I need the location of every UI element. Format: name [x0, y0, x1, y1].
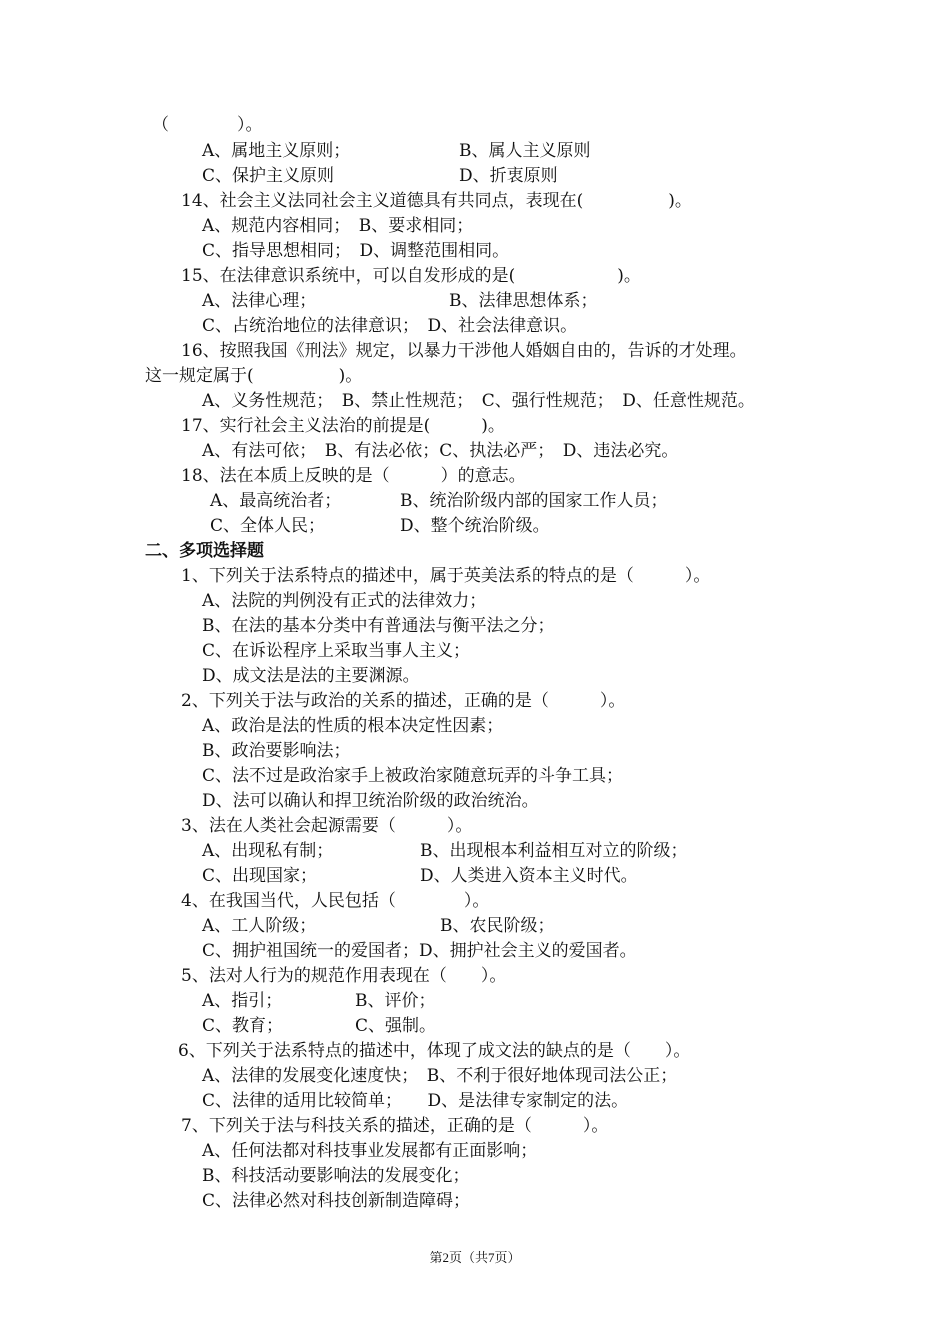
option-line: C、法律的适用比较简单； D、是法律专家制定的法。 [202, 1091, 629, 1111]
question-15: 15、在法律意识系统中，可以自发形成的是( )。 [181, 266, 641, 286]
option-d: D、折衷原则 [459, 166, 558, 186]
option-b: B、农民阶级； [440, 916, 555, 936]
option-b: B、政治要影响法； [202, 741, 351, 761]
option-a: A、属地主义原则； [202, 141, 351, 161]
question-17: 17、实行社会主义法治的前提是( )。 [181, 416, 505, 436]
option-c: C、法律必然对科技创新制造障碍； [202, 1191, 471, 1211]
option-c: C、全体人民； [210, 516, 326, 536]
option-b: B、科技活动要影响法的发展变化； [202, 1166, 470, 1186]
page-footer: 第2页（共7页） [429, 1250, 521, 1265]
option-c: C、教育； [202, 1016, 284, 1036]
question-2: 2、下列关于法与政治的关系的描述，正确的是（ ）。 [181, 691, 626, 711]
option-b: B、在法的基本分类中有普通法与衡平法之分； [202, 616, 555, 636]
option-d: D、成文法是法的主要渊源。 [202, 666, 420, 686]
question-5: 5、法对人行为的规范作用表现在（ ）。 [181, 966, 507, 986]
option-a: A、法院的判例没有正式的法律效力； [202, 591, 487, 611]
option-line: C、指导思想相同； D、调整范围相同。 [202, 241, 510, 261]
section-heading: 二、多项选择题 [145, 541, 264, 561]
option-c: C、保护主义原则 [202, 166, 335, 186]
option-line: A、有法可依； B、有法必依；C、执法必严； D、违法必究。 [202, 441, 679, 461]
option-a: A、最高统治者； [210, 491, 342, 511]
option-b: B、统治阶级内部的国家工作人员； [400, 491, 668, 511]
option-b: B、法律思想体系； [449, 291, 598, 311]
question-4: 4、在我国当代，人民包括（ ）。 [181, 891, 490, 911]
option-b: B、出现根本利益相互对立的阶级； [420, 841, 688, 861]
option-b: B、属人主义原则 [459, 141, 591, 161]
question-7: 7、下列关于法与科技关系的描述，正确的是（ ）。 [181, 1116, 609, 1136]
option-c: C、在诉讼程序上采取当事人主义； [202, 641, 471, 661]
option-c: C、法不过是政治家手上被政治家随意玩弄的斗争工具； [202, 766, 624, 786]
option-a: A、指引； [202, 991, 283, 1011]
option-d: C、强制。 [355, 1016, 437, 1036]
option-line: C、占统治地位的法律意识； D、社会法律意识。 [202, 316, 578, 336]
option-d: D、法可以确认和捍卫统治阶级的政治统治。 [202, 791, 539, 811]
option-d: D、整个统治阶级。 [400, 516, 550, 536]
option-line: C、拥护祖国统一的爱国者；D、拥护社会主义的爱国者。 [202, 941, 637, 961]
question-18: 18、法在本质上反映的是（ ）的意志。 [181, 466, 526, 486]
question-3: 3、法在人类社会起源需要（ ）。 [181, 816, 473, 836]
option-b: B、评价； [355, 991, 436, 1011]
question-6: 6、下列关于法系特点的描述中，体现了成文法的缺点的是（ ）。 [178, 1041, 691, 1061]
option-line: A、义务性规范； B、禁止性规范； C、强行性规范； D、任意性规范。 [202, 391, 755, 411]
option-c: C、出现国家； [202, 866, 318, 886]
question-16: 16、按照我国《刑法》规定，以暴力干涉他人婚姻自由的，告诉的才处理。 [181, 341, 747, 361]
option-a: A、法律心理； [202, 291, 317, 311]
option-line: A、法律的发展变化速度快； B、不利于很好地体现司法公正； [202, 1066, 678, 1086]
question-1: 1、下列关于法系特点的描述中，属于英美法系的特点的是（ ）。 [181, 566, 711, 586]
option-a: A、出现私有制； [202, 841, 334, 861]
option-d: D、人类进入资本主义时代。 [420, 866, 638, 886]
option-a: A、政治是法的性质的根本决定性因素； [202, 716, 504, 736]
option-line: A、规范内容相同； B、要求相同； [202, 216, 474, 236]
question-16-cont: 这一规定属于( )。 [145, 366, 363, 386]
question-14: 14、社会主义法同社会主义道德具有共同点，表现在( )。 [181, 191, 692, 211]
option-a: A、任何法都对科技事业发展都有正面影响； [202, 1141, 538, 1161]
option-a: A、工人阶级； [202, 916, 317, 936]
text-line: （ ）。 [152, 115, 263, 135]
